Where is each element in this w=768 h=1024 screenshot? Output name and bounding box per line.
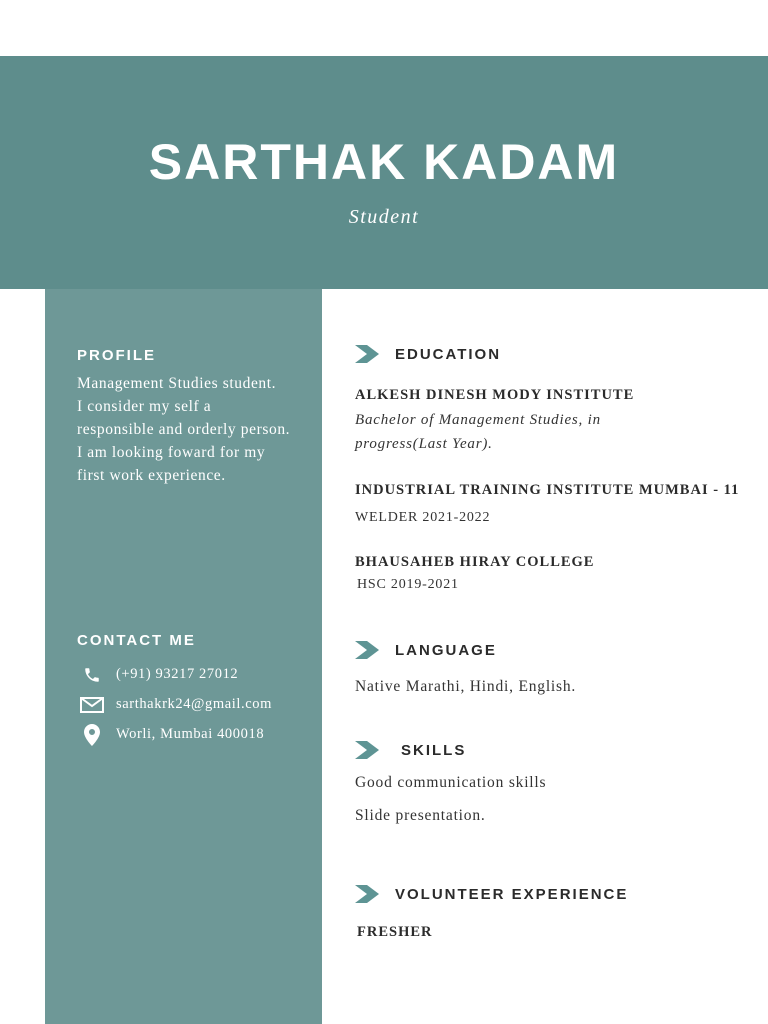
- contact-phone: [79, 665, 306, 685]
- main-content: [355, 289, 768, 1024]
- phone-text: (+91) 93217 27012: [116, 666, 239, 682]
- profile-line: Management Studies student.: [77, 375, 277, 392]
- language-heading-text: LANGUAGE: [395, 641, 497, 659]
- phone-icon: [79, 665, 105, 685]
- education-institution: BHAUSAHEB HIRAY COLLEGE: [355, 554, 595, 570]
- volunteer-text: FRESHER: [357, 924, 433, 940]
- contact-address: [79, 725, 306, 745]
- sidebar: [45, 289, 322, 1024]
- mail-icon: [79, 695, 105, 715]
- email-text[interactable]: sarthakrk24@gmail.com: [116, 696, 273, 712]
- profile-line: I am looking foward for my first work experience.: [77, 444, 266, 484]
- candidate-name: SARTHAK KADAM: [148, 134, 620, 190]
- chevron-right-icon: [355, 345, 381, 363]
- language-text: Native Marathi, Hindi, English.: [355, 678, 577, 695]
- education-detail: HSC 2019-2021: [357, 577, 459, 592]
- location-pin-icon: [79, 725, 105, 745]
- skills-heading-text: SKILLS: [401, 741, 467, 759]
- education-heading: [355, 345, 501, 363]
- address-text: Worli, Mumbai 400018: [116, 726, 265, 742]
- header-banner: [0, 56, 768, 289]
- education-institution: ALKESH DINESH MODY INSTITUTE: [355, 387, 635, 403]
- volunteer-heading-text: VOLUNTEER EXPERIENCE: [395, 885, 629, 903]
- skills-heading: [355, 741, 466, 759]
- profile-text: [77, 372, 292, 487]
- volunteer-heading: [355, 885, 628, 903]
- language-heading: [355, 641, 497, 659]
- education-detail: Bachelor of Management Studies, in progress(Last Year).: [355, 412, 601, 452]
- contact-heading: CONTACT ME: [77, 632, 196, 649]
- chevron-right-icon: [355, 741, 381, 759]
- chevron-right-icon: [355, 641, 381, 659]
- education-institution: INDUSTRIAL TRAINING INSTITUTE MUMBAI - 11: [355, 482, 740, 498]
- skill-item: Good communication skills: [355, 774, 547, 791]
- education-detail: WELDER 2021-2022: [355, 510, 491, 525]
- candidate-role: Student: [348, 206, 420, 228]
- profile-line: I consider my self a responsible and orderly person.: [77, 398, 291, 438]
- chevron-right-icon: [355, 885, 381, 903]
- skill-item: Slide presentation.: [355, 807, 486, 824]
- profile-heading: PROFILE: [77, 347, 157, 364]
- contact-email: [79, 695, 306, 715]
- education-heading-text: EDUCATION: [395, 345, 502, 363]
